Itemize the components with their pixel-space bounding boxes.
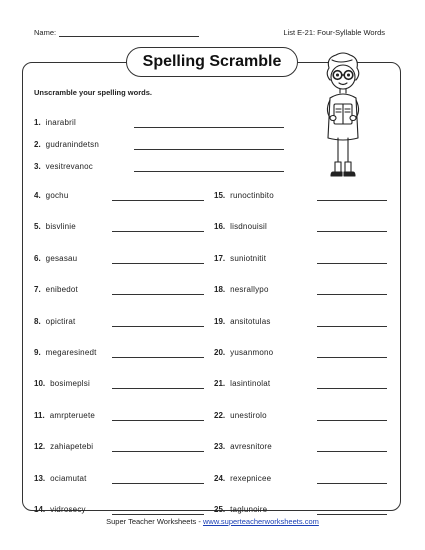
answer-line[interactable] [317, 231, 387, 232]
answer-line[interactable] [112, 451, 204, 452]
list-item [34, 317, 75, 326]
list-item [214, 348, 273, 357]
item-number: 8. [34, 316, 41, 326]
answer-line[interactable] [317, 357, 387, 358]
teacher-illustration [312, 50, 374, 180]
list-item [214, 505, 267, 514]
scrambled-word: ansitotulas [230, 316, 271, 326]
list-item [214, 191, 274, 200]
scrambled-word: ociamutat [50, 473, 87, 483]
item-number: 2. [34, 140, 41, 149]
item-number: 23. [214, 442, 226, 452]
scrambled-word: megaresinedt [45, 348, 97, 357]
answer-line[interactable] [112, 200, 204, 201]
scrambled-word: suniotnitit [230, 253, 267, 263]
item-number: 17. [214, 253, 226, 263]
scrambled-word: runoctinbito [230, 191, 274, 200]
name-line[interactable] [59, 29, 199, 37]
item-number: 18. [214, 285, 226, 295]
list-item [34, 442, 93, 451]
list-item [214, 222, 267, 231]
answer-line[interactable] [317, 388, 387, 389]
scrambled-word: lasintinolat [230, 379, 271, 389]
list-item [214, 442, 272, 451]
answer-line[interactable] [112, 231, 204, 232]
list-item [34, 285, 78, 294]
item-number: 14. [34, 505, 46, 514]
scrambled-word: bisvlinie [45, 222, 76, 232]
item-number: 24. [214, 473, 226, 483]
item-number: 5. [34, 222, 41, 232]
answer-line[interactable] [112, 420, 204, 421]
item-number: 6. [34, 253, 41, 263]
item-number: 7. [34, 285, 41, 295]
answer-line[interactable] [112, 263, 204, 264]
footer [0, 517, 425, 526]
answer-line[interactable] [112, 357, 204, 358]
answer-line[interactable] [134, 149, 284, 150]
list-item [34, 118, 76, 127]
answer-line[interactable] [317, 263, 387, 264]
item-number: 12. [34, 442, 46, 452]
answer-line[interactable] [317, 326, 387, 327]
item-number: 16. [214, 222, 226, 232]
answer-line[interactable] [134, 127, 284, 128]
list-label: List E-21: Four-Syllable Words [283, 28, 385, 37]
scrambled-word: gochu [45, 191, 69, 200]
list-item [214, 254, 266, 263]
scrambled-word: inarabril [45, 118, 76, 127]
answer-line[interactable] [317, 294, 387, 295]
answer-line[interactable] [134, 171, 284, 172]
item-number: 20. [214, 348, 226, 357]
item-number: 13. [34, 473, 46, 483]
answer-line[interactable] [317, 200, 387, 201]
item-number: 9. [34, 348, 41, 357]
answer-line[interactable] [317, 420, 387, 421]
scrambled-word: enibedot [45, 285, 78, 295]
item-number: 1. [34, 118, 41, 127]
item-number: 15. [214, 191, 226, 200]
scrambled-word: yusanmono [230, 348, 274, 357]
worksheet-title: Spelling Scramble [126, 47, 298, 77]
answer-line[interactable] [317, 483, 387, 484]
scrambled-word: nesrallypo [230, 285, 269, 295]
footer-link[interactable]: www.superteacherworksheets.com [202, 517, 319, 526]
answer-line[interactable] [317, 451, 387, 452]
instructions: Unscramble your spelling words. [34, 88, 152, 97]
scrambled-word: bosimeplsi [50, 379, 90, 389]
list-item [34, 140, 99, 149]
answer-line[interactable] [112, 483, 204, 484]
answer-line[interactable] [112, 294, 204, 295]
item-number: 3. [34, 162, 41, 171]
scrambled-word: opictirat [45, 316, 76, 326]
scrambled-word: taglunoire [230, 505, 268, 514]
list-item [34, 348, 97, 357]
item-number: 22. [214, 410, 226, 420]
item-number: 11. [34, 410, 45, 420]
list-item [34, 254, 77, 263]
item-number: 19. [214, 316, 226, 326]
footer-text: Super Teacher Worksheets - [106, 517, 203, 526]
name-label: Name: [34, 28, 57, 37]
scrambled-word: avresnitore [230, 442, 272, 452]
answer-line[interactable] [112, 388, 204, 389]
answer-line[interactable] [112, 326, 204, 327]
scrambled-word: vesitrevanoc [45, 162, 93, 171]
scrambled-word: vidrosecy [50, 505, 86, 514]
list-item [34, 379, 90, 388]
scrambled-word: zahiapetebi [50, 442, 94, 452]
item-number: 4. [34, 191, 41, 200]
scrambled-word: lisdnouisil [230, 222, 268, 232]
scrambled-word: gudranindetsn [45, 140, 99, 149]
list-item [214, 285, 269, 294]
list-item [34, 411, 95, 420]
item-number: 10. [34, 379, 46, 389]
scrambled-word: amrpteruete [49, 410, 96, 420]
scrambled-word: unestirolo [230, 410, 267, 420]
list-item [214, 379, 270, 388]
list-item [214, 474, 271, 483]
scrambled-word: gesasau [45, 253, 78, 263]
list-item [34, 162, 93, 171]
list-item [214, 411, 267, 420]
item-number: 25. [214, 505, 226, 514]
answer-line[interactable] [112, 514, 204, 515]
list-item [34, 505, 86, 514]
answer-line[interactable] [317, 514, 387, 515]
list-item [34, 474, 87, 483]
item-number: 21. [214, 379, 226, 389]
list-item [34, 191, 68, 200]
list-item [214, 317, 271, 326]
name-field [34, 28, 199, 37]
list-item [34, 222, 76, 231]
scrambled-word: rexepnicee [230, 473, 272, 483]
